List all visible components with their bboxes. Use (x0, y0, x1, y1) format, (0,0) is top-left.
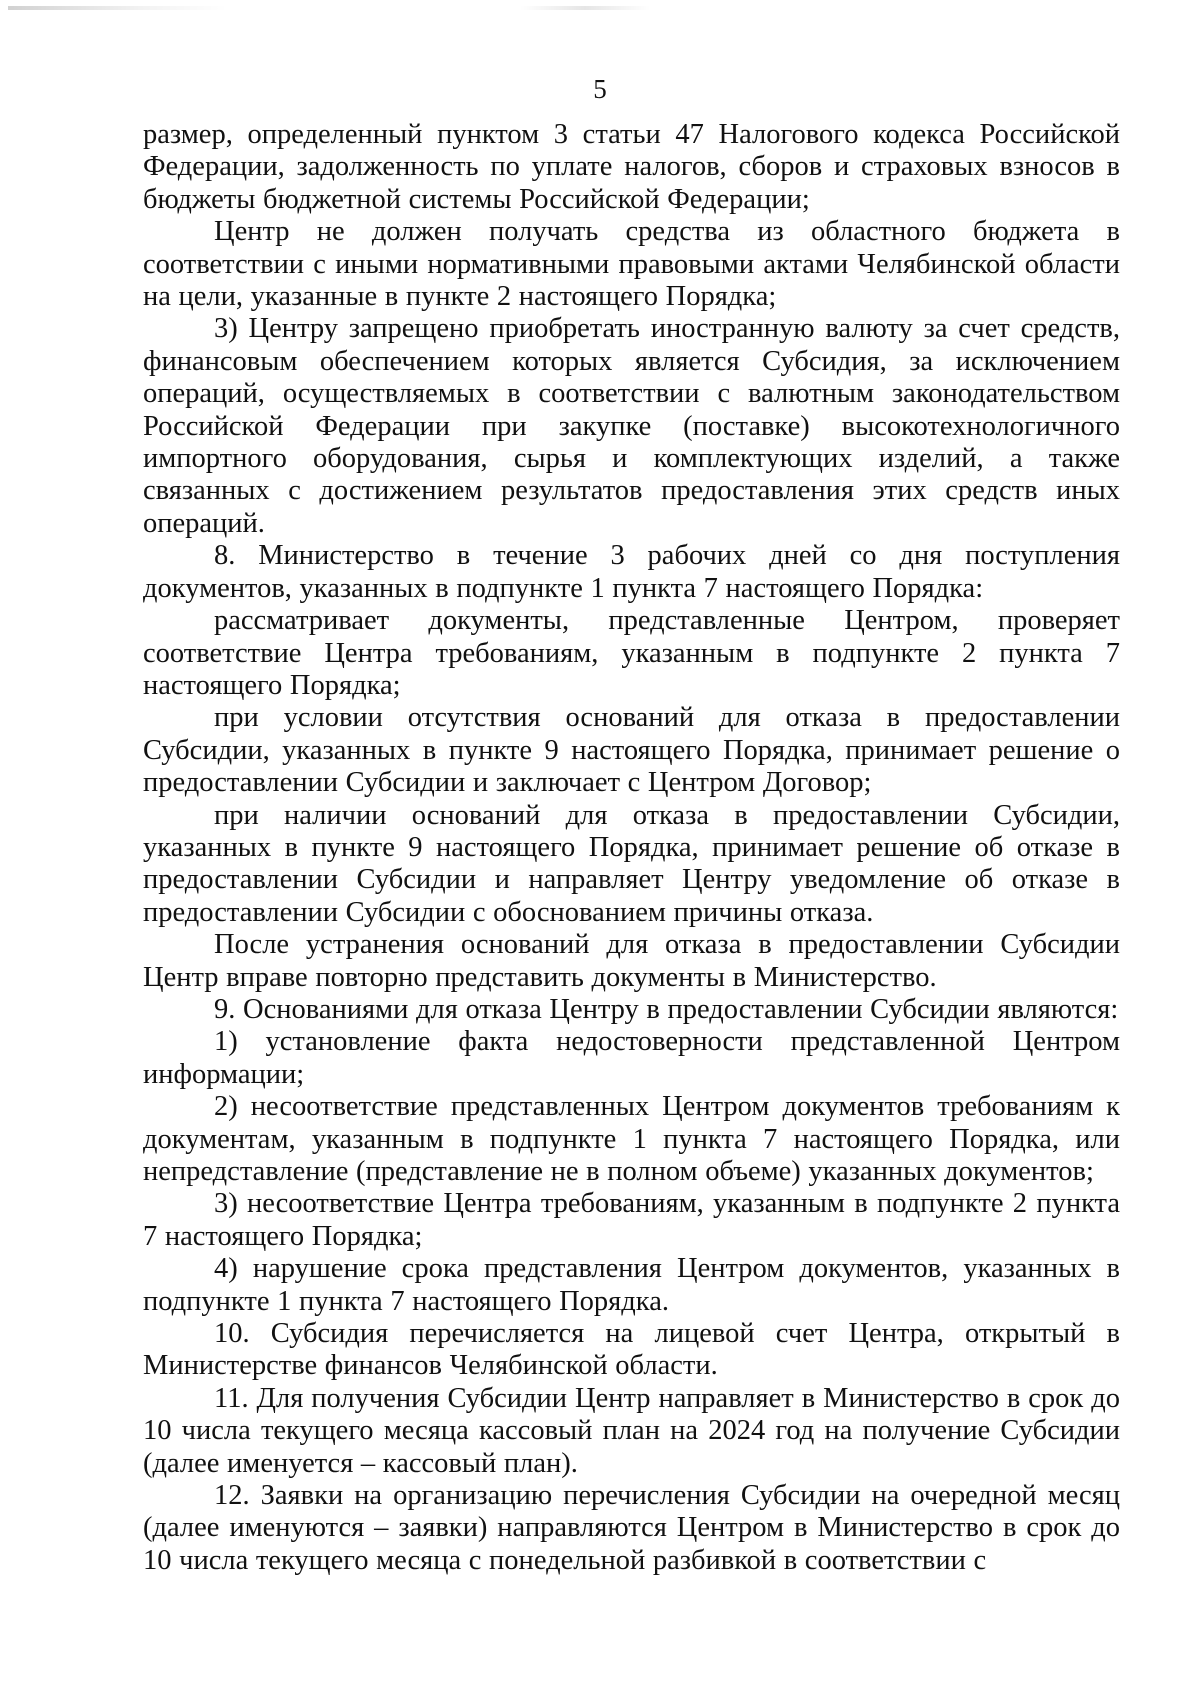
paragraph: при условии отсутствия оснований для отказа в предоставлении Субсидии, указанных в пункте 9 настоящего Порядка, принимает решение о предоставлении Субсидии и заключает с Центром Договор; (143, 702, 1120, 799)
scan-artifact (8, 6, 228, 10)
paragraph: рассматривает документы, представленные Центром, проверяет соответствие Центра требованиям, указанным в подпункте 2 пункта 7 настоящего Порядка; (143, 605, 1120, 701)
paragraph: 3) Центру запрещено приобретать иностранную валюту за счет средств, финансовым обеспечением которых является Субсидия, за исключением операций, осуществляемых в соответствии с валютным законодательством Российской Федерации при закупке (поставке) высокотехнологичного импортного оборудования, сырья и комплектующих изделий, а также связанных с достижением результатов предоставления этих средств иных операций. (143, 313, 1120, 539)
paragraph: 12. Заявки на организацию перечисления Субсидии на очередной месяц (далее именуются – заявки) направляются Центром в Министерство в срок до 10 числа текущего месяца с понедельной разбивкой в соответствии с (143, 1480, 1120, 1576)
paragraph: размер, определенный пунктом 3 статьи 47 Налогового кодекса Российской Федерации, задолженность по уплате налогов, сборов и страховых взносов в бюджеты бюджетной системы Российской Федерации; (143, 119, 1120, 215)
document-body (143, 119, 1120, 1577)
paragraph: 2) несоответствие представленных Центром документов требованиям к документам, указанным в подпункте 1 пункта 7 настоящего Порядка, или непредставление (представление не в полном объеме) указанных документов; (143, 1091, 1120, 1187)
paragraph: 4) нарушение срока представления Центром документов, указанных в подпункте 1 пункта 7 настоящего Порядка. (143, 1253, 1120, 1317)
paragraph: при наличии оснований для отказа в предоставлении Субсидии, указанных в пункте 9 настоящего Порядка, принимает решение об отказе в предоставлении Субсидии и направляет Центру уведомление об отказе в предоставлении Субсидии с обоснованием причины отказа. (143, 799, 1120, 928)
paragraph: 11. Для получения Субсидии Центр направляет в Министерство в срок до 10 числа текущего месяца кассовый план на 2024 год на получение Субсидии (далее именуется – кассовый план). (143, 1382, 1120, 1479)
scan-artifact (520, 6, 650, 10)
paragraph: После устранения оснований для отказа в предоставлении Субсидии Центр вправе повторно представить документы в Министерство. (143, 929, 1120, 993)
paragraph: 3) несоответствие Центра требованиям, указанным в подпункте 2 пункта 7 настоящего Порядка; (143, 1188, 1120, 1252)
paragraph: 9. Основаниями для отказа Центру в предоставлении Субсидии являются: (214, 993, 1119, 1025)
paragraph: 1) установление факта недостоверности представленной Центром информации; (143, 1026, 1120, 1090)
paragraph: Центр не должен получать средства из областного бюджета в соответствии с иными нормативными правовыми актами Челябинской области на цели, указанные в пункте 2 настоящего Порядка; (143, 216, 1120, 313)
page-number: 5 (593, 74, 607, 104)
paragraph: 10. Субсидия перечисляется на лицевой счет Центра, открытый в Министерстве финансов Челябинской области. (143, 1318, 1120, 1382)
paragraph: 8. Министерство в течение 3 рабочих дней со дня поступления документов, указанных в подпункте 1 пункта 7 настоящего Порядка: (143, 540, 1120, 604)
